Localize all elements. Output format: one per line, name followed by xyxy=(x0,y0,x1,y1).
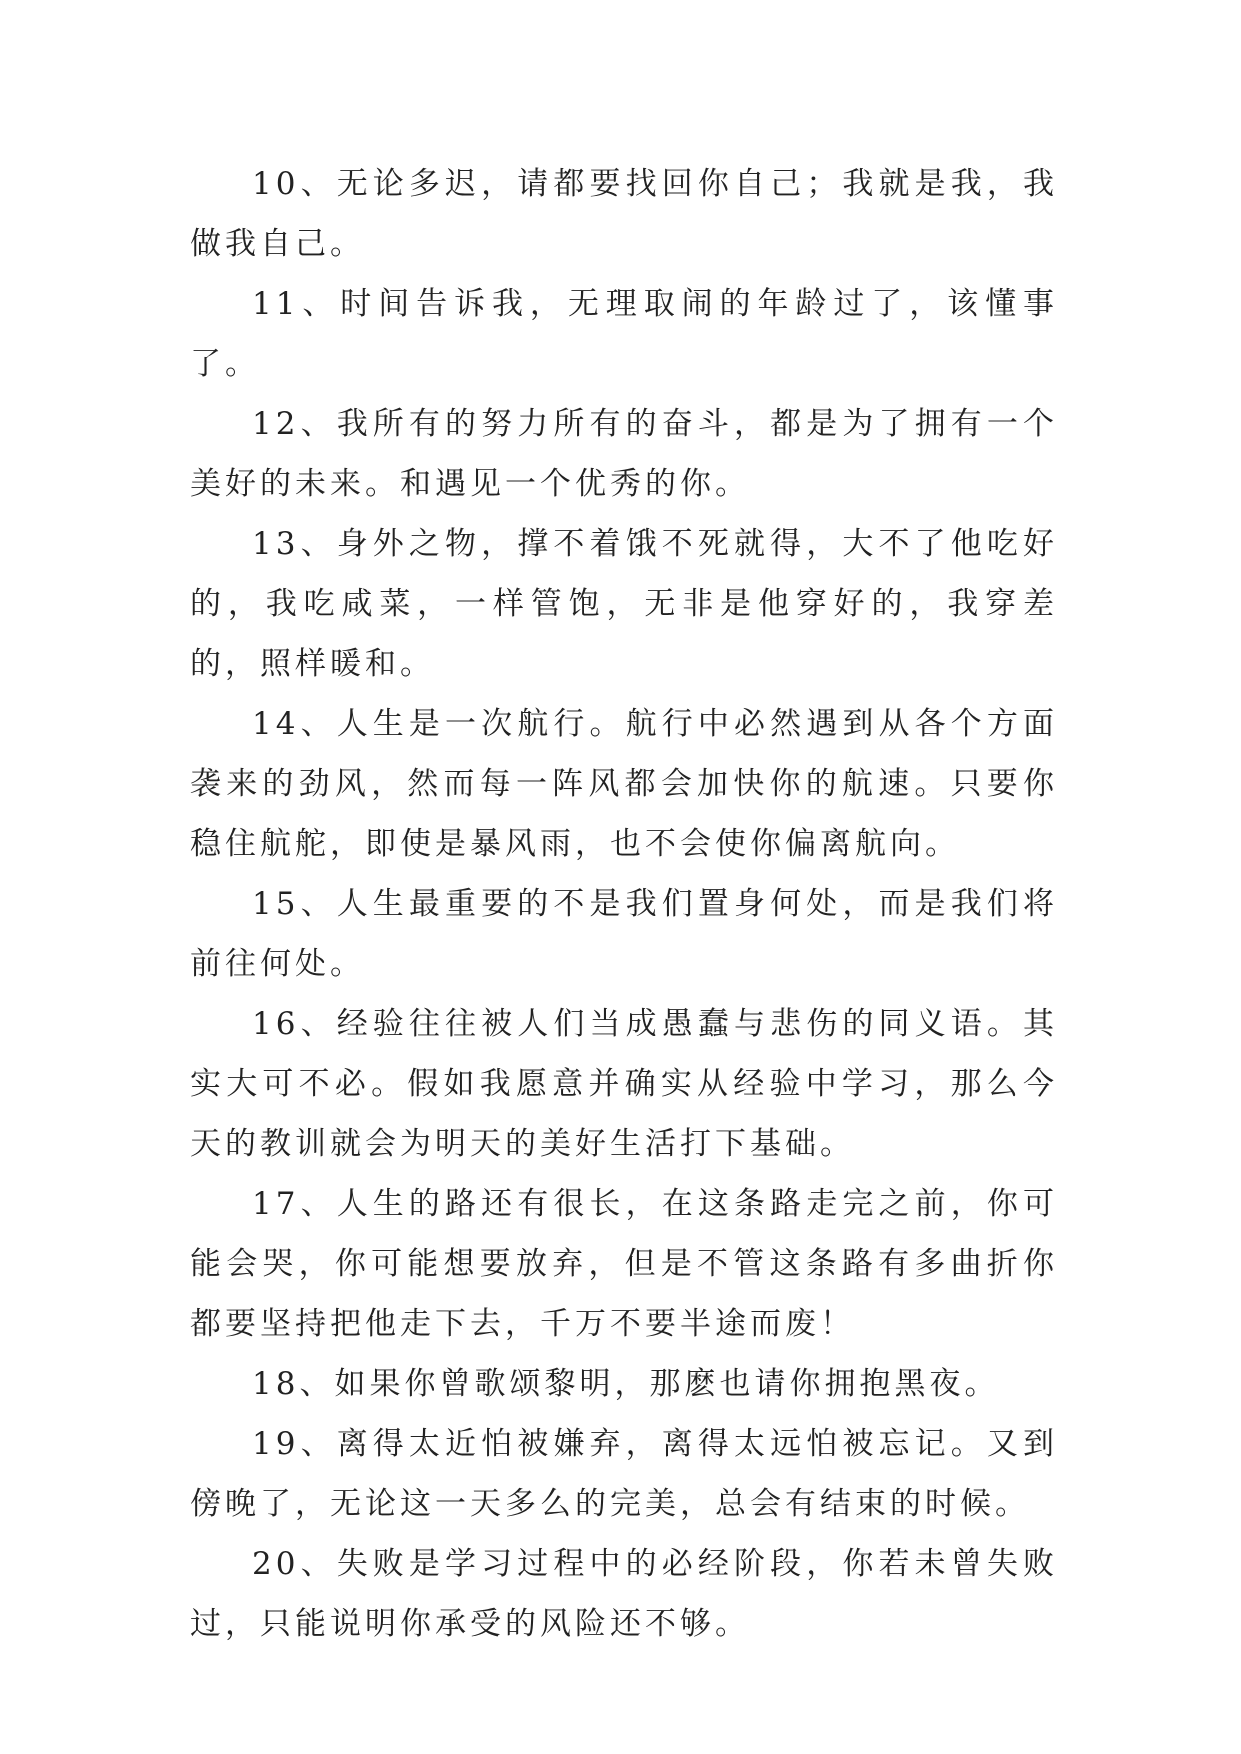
paragraph-18: 18、如果你曾歌颂黎明，那麽也请你拥抱黑夜。 xyxy=(252,1366,1000,1402)
paragraph-11: 11、时间告诉我，无理取闹的年龄过了，该懂事了。 xyxy=(190,286,1058,382)
paragraph-17: 17、人生的路还有很长，在这条路走完之前，你可能会哭，你可能想要放弃，但是不管这条路有多曲折你都要坚持把他走下去，千万不要半途而废！ xyxy=(190,1186,1058,1342)
paragraph-14: 14、人生是一次航行。航行中必然遇到从各个方面袭来的劲风，然而每一阵风都会加快你的航速。只要你稳住航舵，即使是暴风雨，也不会使你偏离航向。 xyxy=(190,706,1058,862)
paragraph-10: 10、无论多迟，请都要找回你自己；我就是我，我做我自己。 xyxy=(190,166,1058,262)
paragraph-20: 20、失败是学习过程中的必经阶段，你若未曾失败过，只能说明你承受的风险还不够。 xyxy=(190,1546,1058,1642)
document-body xyxy=(190,154,1058,1654)
paragraph-13: 13、身外之物，撑不着饿不死就得，大不了他吃好的，我吃咸菜，一样管饱，无非是他穿好的，我穿差的，照样暖和。 xyxy=(190,526,1058,682)
paragraph-16: 16、经验往往被人们当成愚蠢与悲伤的同义语。其实大可不必。假如我愿意并确实从经验中学习，那么今天的教训就会为明天的美好生活打下基础。 xyxy=(190,1006,1058,1162)
paragraph-15: 15、人生最重要的不是我们置身何处，而是我们将前往何处。 xyxy=(190,886,1058,982)
paragraph-12: 12、我所有的努力所有的奋斗，都是为了拥有一个美好的未来。和遇见一个优秀的你。 xyxy=(190,406,1058,502)
paragraph-19: 19、离得太近怕被嫌弃，离得太远怕被忘记。又到傍晚了，无论这一天多么的完美，总会有结束的时候。 xyxy=(190,1426,1058,1522)
